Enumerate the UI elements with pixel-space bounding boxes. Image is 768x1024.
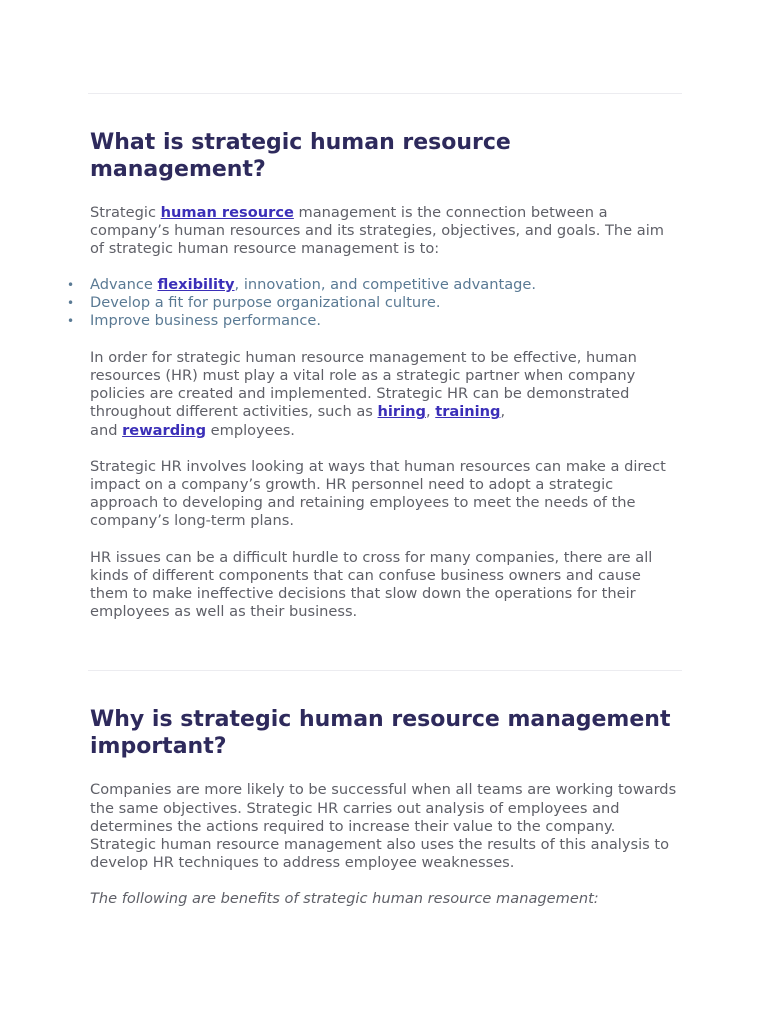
- list-item: • Develop a fit for purpose organizational culture.: [67, 294, 441, 312]
- link-training[interactable]: training: [435, 403, 501, 421]
- section1-intro: Strategic human resource management is the connection between a company’s human resources and its strategies, objectives, and goals. The aim of strategic human resource management is to:: [90, 204, 664, 258]
- article: [67, 0, 680, 909]
- aims-list: [67, 275, 680, 331]
- section2-heading: Why is strategic human resource management important?: [90, 707, 671, 760]
- link-flexibility[interactable]: flexibility: [157, 275, 235, 293]
- bullet-icon: •: [67, 296, 75, 311]
- link-human-resource[interactable]: human resource: [160, 204, 294, 221]
- list-item: • Improve business performance.: [67, 312, 321, 330]
- section2-para1: Companies are more likely to be successful when all teams are working towards the same objectives. Strategic HR carries out analysis of employees and determines the actions required to increase their value to the company. Strategic human resource management also uses the results of this analysis to develop HR techniques to address employee weaknesses.: [90, 781, 677, 872]
- section-divider-middle: [88, 670, 682, 671]
- section-divider-top: [88, 93, 682, 94]
- bullet-icon: •: [67, 277, 75, 292]
- bullet-icon: •: [67, 314, 75, 329]
- section1-para2: In order for strategic human resource management to be effective, human resources (HR) must play a vital role as a strategic partner when company policies are created and implemented. Strategic HR can be demonstrated throughout different activities, such as hiring, training, and rewarding employees.: [90, 348, 637, 439]
- link-rewarding[interactable]: rewarding: [122, 421, 207, 439]
- section1-para4: HR issues can be a difficult hurdle to cross for many companies, there are all kinds of different components that can confuse business owners and cause them to make ineffective decisions that slow down the operations for their employees as well as their business.: [90, 548, 653, 621]
- link-hiring[interactable]: hiring: [377, 403, 426, 421]
- section1-para3: Strategic HR involves looking at ways that human resources can make a direct impact on a company’s growth. HR personnel need to adopt a strategic approach to developing and retaining employees to meet the needs of the company’s long-term plans.: [90, 457, 666, 530]
- list-item: • Advance flexibility, innovation, and competitive advantage.: [67, 275, 537, 293]
- section2-para2: The following are benefits of strategic human resource management:: [90, 890, 599, 908]
- section1-heading: What is strategic human resource management?: [90, 130, 511, 182]
